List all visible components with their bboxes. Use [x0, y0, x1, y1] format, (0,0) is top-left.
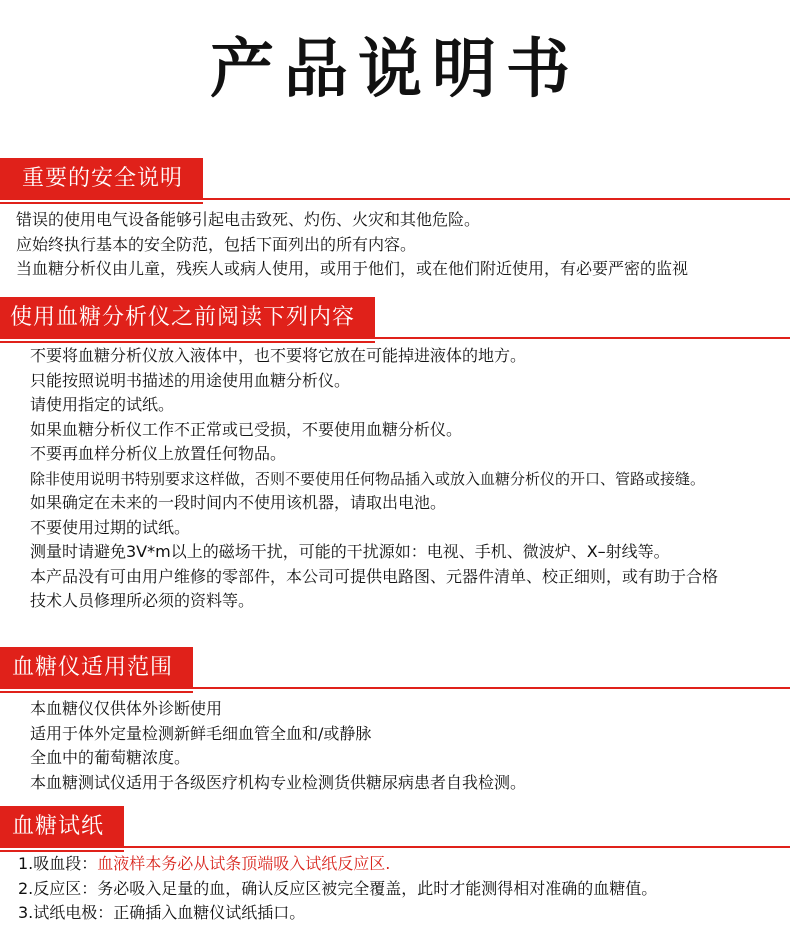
safety-list — [16, 208, 688, 282]
list-item: 技术人员修理所必须的资料等。 — [30, 591, 255, 610]
strip-item-text-highlight: 血液样本务必从试条顶端吸入试纸反应区. — [97, 854, 391, 873]
section-divider — [0, 846, 790, 848]
list-item: 错误的使用电气设备能够引起电击致死、灼伤、火灾和其他危险。 — [16, 210, 481, 229]
section-divider — [0, 687, 790, 689]
strip-item-text: 正确插入血糖仪试纸插口。 — [113, 903, 306, 922]
list-item: 全血中的葡萄糖浓度。 — [30, 748, 191, 767]
strip-item-label: 1.吸血段： — [18, 854, 98, 873]
list-item: 不要再血样分析仪上放置任何物品。 — [30, 444, 287, 463]
section-heading-strip: 血糖试纸 — [0, 806, 124, 848]
list-item: 如果确定在未来的一段时间内不使用该机器，请取出电池。 — [30, 493, 447, 512]
list-item: 除非使用说明书特别要求这样做，否则不要使用任何物品插入或放入血糖分析仪的开口、管路或接缝。 — [30, 469, 706, 488]
list-item: 不要使用过期的试纸。 — [30, 517, 191, 537]
section-heading-scope: 血糖仪适用范围 — [0, 647, 193, 689]
list-item: 本血糖测试仪适用于各级医疗机构专业检测货供糖尿病患者自我检测。 — [30, 772, 527, 792]
list-item: 如果血糖分析仪工作不正常或已受损，不要使用血糖分析仪。 — [30, 419, 463, 439]
list-item: 应始终执行基本的安全防范，包括下面列出的所有内容。 — [16, 234, 417, 254]
section-divider — [0, 337, 790, 339]
section-heading-before-use: 使用血糖分析仪之前阅读下列内容 — [0, 297, 375, 339]
page-title: 产品说明书 — [210, 33, 580, 107]
strip-item-text: 务必吸入足量的血，确认反应区被完全覆盖，此时才能测得相对准确的血糖值。 — [97, 878, 658, 898]
section-divider — [0, 198, 790, 200]
list-item: 本血糖仪仅供体外诊断使用 — [30, 699, 223, 718]
list-item: 不要将血糖分析仪放入液体中，也不要将它放在可能掉进液体的地方。 — [30, 346, 527, 365]
section-heading-safety: 重要的安全说明 — [0, 158, 203, 200]
strip-item-reaction — [18, 877, 657, 902]
strip-list — [18, 852, 657, 926]
strip-item-label: 3.试纸电极： — [18, 903, 114, 922]
list-item: 适用于体外定量检测新鲜毛细血管全血和/或静脉 — [30, 723, 372, 743]
list-item: 测量时请避免3V*m以上的磁场干扰，可能的干扰源如：电视、手机、微波炉、X–射线等。 — [30, 542, 670, 561]
strip-item-sampling — [18, 852, 657, 877]
list-item: 只能按照说明书描述的用途使用血糖分析仪。 — [30, 370, 351, 390]
strip-item-label: 2.反应区： — [18, 878, 98, 898]
before-use-list — [30, 344, 718, 614]
strip-item-electrode — [18, 901, 657, 926]
list-item: 当血糖分析仪由儿童，残疾人或病人使用，或用于他们，或在他们附近使用，有必要严密的监视 — [16, 259, 689, 278]
list-item: 请使用指定的试纸。 — [30, 395, 175, 414]
scope-list — [30, 697, 526, 795]
list-item: 本产品没有可由用户维修的零部件，本公司可提供电路图、元器件清单、校正细则，或有助于合格 — [30, 566, 719, 586]
